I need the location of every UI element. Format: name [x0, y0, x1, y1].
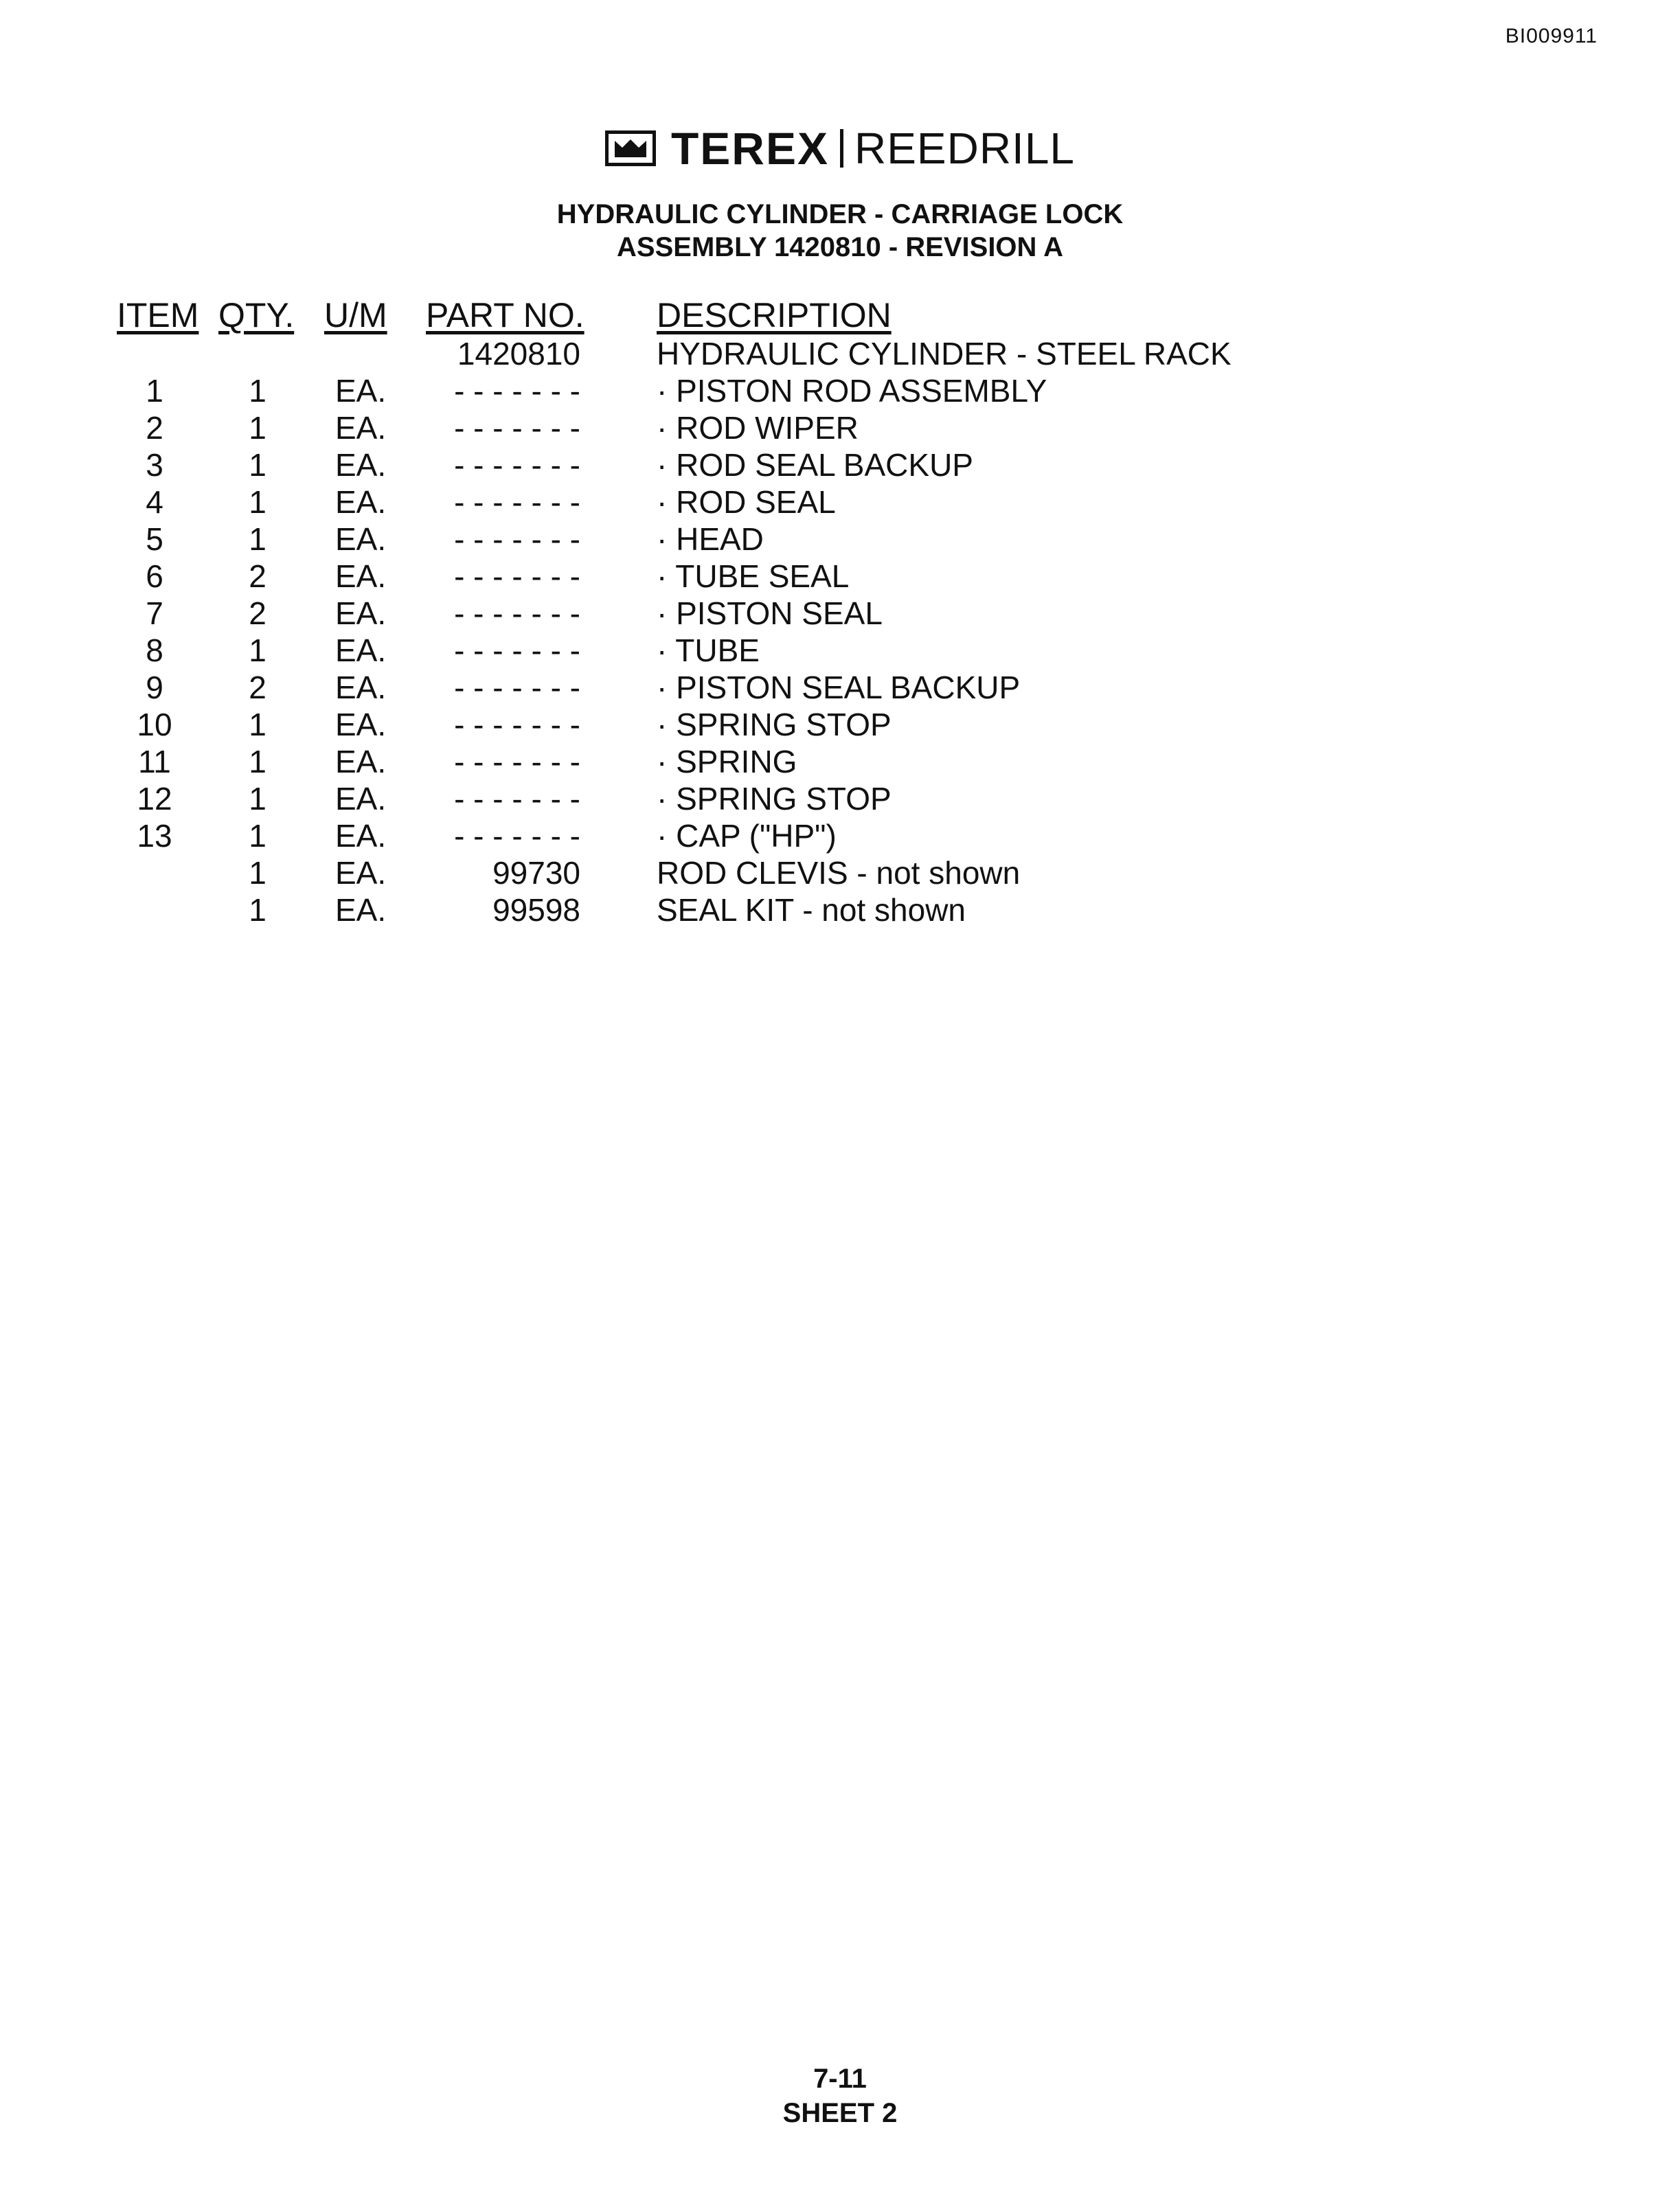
table-row	[0, 743, 1680, 780]
table-row	[0, 817, 1680, 854]
table-row	[0, 669, 1680, 706]
cell-um: EA.	[335, 632, 387, 668]
cell-um: EA.	[335, 558, 387, 594]
cell-qty: 2	[249, 670, 266, 705]
cell-description: · HEAD	[657, 521, 764, 557]
table-row	[0, 409, 1680, 446]
cell-item: 5	[146, 521, 163, 557]
table-row	[0, 632, 1680, 669]
cell-item: 11	[138, 744, 171, 779]
cell-um: EA.	[335, 447, 387, 483]
table-row	[0, 446, 1680, 483]
cell-part-no: - - - - - - -	[454, 595, 580, 631]
cell-item: 13	[137, 818, 172, 854]
table-body	[0, 335, 1680, 928]
table-row	[0, 372, 1680, 409]
cell-item: 8	[146, 632, 163, 668]
cell-description: · PISTON SEAL BACKUP	[657, 670, 1021, 705]
cell-part-no: - - - - - - -	[454, 632, 580, 668]
header-description: DESCRIPTION	[657, 296, 892, 334]
cell-qty: 1	[249, 521, 266, 557]
cell-um: EA.	[335, 707, 387, 742]
cell-item: 4	[146, 484, 163, 520]
cell-qty: 1	[249, 892, 266, 928]
cell-um: EA.	[335, 855, 387, 891]
title-line-2: ASSEMBLY 1420810 - REVISION A	[617, 232, 1063, 262]
cell-part-no: - - - - - - -	[454, 521, 580, 557]
header-item: ITEM	[117, 296, 199, 334]
cell-description: SEAL KIT - not shown	[657, 892, 966, 928]
cell-item: 6	[146, 558, 163, 594]
cell-part-no: - - - - - - -	[454, 447, 580, 483]
cell-item: 10	[137, 707, 172, 742]
cell-description: · ROD SEAL BACKUP	[657, 447, 973, 483]
cell-um: EA.	[335, 781, 387, 817]
cell-um: EA.	[335, 744, 387, 779]
table-row	[0, 595, 1680, 632]
cell-description: · ROD SEAL	[657, 484, 836, 520]
header-um: U/M	[324, 296, 387, 334]
table-row	[0, 483, 1680, 521]
cell-qty: 1	[249, 484, 266, 520]
cell-qty: 2	[249, 558, 266, 594]
cell-part-no: - - - - - - -	[454, 744, 580, 779]
cell-description: ROD CLEVIS - not shown	[657, 855, 1021, 891]
cell-description: · SPRING	[657, 744, 797, 779]
cell-description: · TUBE	[657, 632, 760, 668]
title-line-1: HYDRAULIC CYLINDER - CARRIAGE LOCK	[556, 199, 1124, 229]
table-row	[0, 558, 1680, 595]
cell-item: 9	[146, 670, 163, 705]
cell-description: · SPRING STOP	[657, 781, 892, 817]
cell-description: · SPRING STOP	[657, 707, 892, 742]
cell-qty: 1	[249, 410, 266, 446]
cell-part-no: - - - - - - -	[454, 484, 580, 520]
terex-crown-logo-icon	[605, 130, 656, 166]
cell-um: EA.	[335, 670, 387, 705]
cell-qty: 1	[249, 818, 266, 854]
cell-item: 3	[146, 447, 163, 483]
cell-description: · TUBE SEAL	[657, 558, 850, 594]
header-qty: QTY.	[218, 296, 295, 334]
table-row	[0, 891, 1680, 928]
table-row	[0, 335, 1680, 372]
cell-um: EA.	[335, 892, 387, 928]
cell-item: 1	[146, 373, 163, 409]
cell-um: EA.	[335, 521, 387, 557]
cell-qty: 1	[249, 744, 266, 779]
brand-name-terex: TEREX	[670, 123, 830, 174]
cell-um: EA.	[335, 484, 387, 520]
cell-description: HYDRAULIC CYLINDER - STEEL RACK	[657, 336, 1231, 372]
cell-qty: 2	[249, 595, 266, 631]
crown-logo-svg	[612, 137, 649, 160]
cell-part-no: - - - - - - -	[454, 558, 580, 594]
cell-part-no: 99730	[492, 855, 580, 891]
cell-item: 12	[137, 781, 172, 817]
cell-qty: 1	[249, 855, 266, 891]
cell-part-no: - - - - - - -	[454, 670, 580, 705]
cell-qty: 1	[249, 707, 266, 742]
cell-part-no: - - - - - - -	[454, 818, 580, 854]
table-row	[0, 521, 1680, 558]
cell-qty: 1	[249, 373, 266, 409]
cell-part-no: - - - - - - -	[454, 707, 580, 742]
table-row	[0, 706, 1680, 743]
cell-description: · CAP ("HP")	[657, 818, 837, 854]
cell-um: EA.	[335, 373, 387, 409]
cell-part-no: - - - - - - -	[454, 373, 580, 409]
cell-description: · ROD WIPER	[657, 410, 859, 446]
cell-um: EA.	[335, 818, 387, 854]
cell-description: · PISTON SEAL	[657, 595, 883, 631]
cell-part-no: - - - - - - -	[454, 781, 580, 817]
table-row	[0, 780, 1680, 817]
cell-qty: 1	[249, 447, 266, 483]
sheet-number: SHEET 2	[782, 2098, 898, 2128]
cell-item: 2	[146, 410, 163, 446]
cell-um: EA.	[335, 595, 387, 631]
page-number: 7-11	[813, 2064, 867, 2094]
cell-description: · PISTON ROD ASSEMBLY	[657, 373, 1047, 409]
brand-name-reedrill: REEDRILL	[854, 124, 1076, 173]
cell-um: EA.	[335, 410, 387, 446]
cell-item: 7	[146, 595, 163, 631]
cell-qty: 1	[249, 632, 266, 668]
table-row	[0, 854, 1680, 891]
document-id: BI009911	[1505, 25, 1598, 47]
cell-part-no: 99598	[492, 892, 580, 928]
cell-qty: 1	[249, 781, 266, 817]
brand-divider	[840, 129, 843, 168]
cell-part-no: - - - - - - -	[454, 410, 580, 446]
header-part-no: PART NO.	[426, 296, 584, 334]
cell-part-no: 1420810	[457, 336, 580, 372]
brand-header	[0, 122, 1680, 174]
